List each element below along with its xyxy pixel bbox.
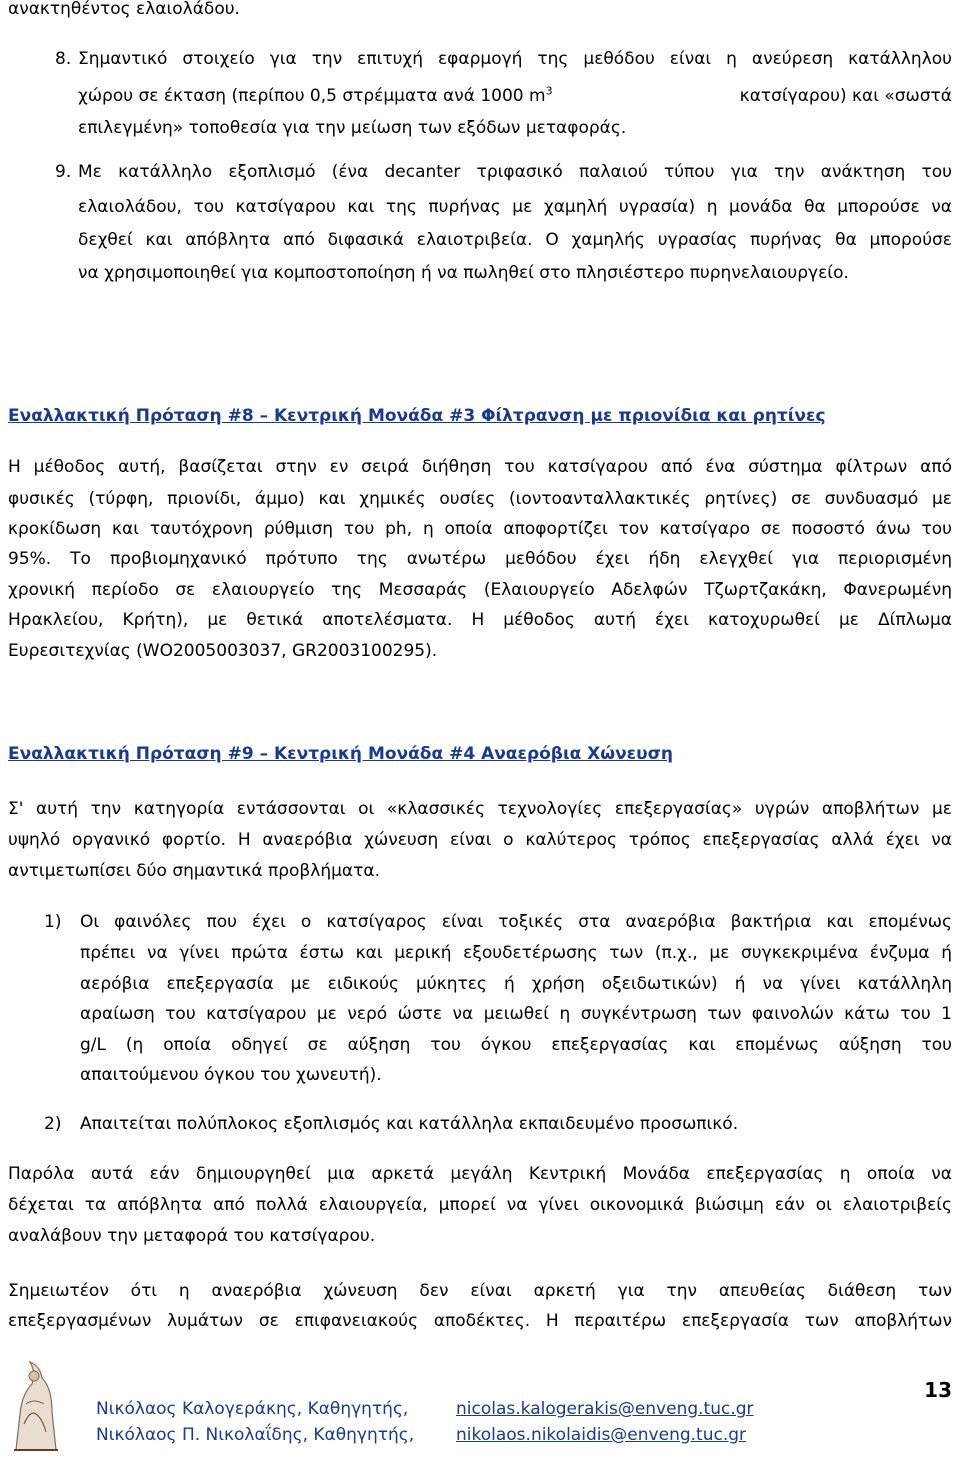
body-line: Σ' αυτή την κατηγορία εντάσσονται οι «κλασσικές τεχνολογίες επεξεργασίας» υγρών αποβλήτων με — [8, 799, 952, 819]
line-part: κατσίγαρου) και «σωστά — [739, 86, 952, 106]
list-number: 2) — [44, 1114, 62, 1134]
body-line: Απαιτείται πολύπλοκος εξοπλισμός και κατάλληλα εκπαιδευμένο προσωπικό. — [80, 1114, 739, 1134]
line-text: χώρου σε έκταση (περίπου 0,5 στρέμματα ανά 1000 m — [78, 86, 546, 106]
body-line: απαιτούμενου όγκου του χωνευτή). — [80, 1065, 382, 1085]
list-number: 8. — [55, 49, 72, 69]
body-line: αραίωση του κατσίγαρου με νερό ώστε να μειωθεί η συγκέντρωση των φαινολών κάτω του 1 — [80, 1004, 952, 1024]
body-line: υψηλό οργανικό φορτίο. Η αναερόβια χώνευση είναι ο καλύτερος τρόπος επεξεργασίας αλλά έχει να — [8, 830, 952, 850]
body-line: φυσικές (τύρφη, πριονίδι, άμμο) και χημικές ουσίες (ιοντοανταλλακτικές ρητίνες) σε συνδυασμό με — [8, 489, 952, 509]
body-line: κροκίδωση και ταυτόχρονη ρύθμιση του ph, η οποία αποφορτίζει τον κατσίγαρο σε ποσοστό άνω του — [8, 519, 952, 539]
body-line: επιλεγμένη» τοποθεσία για την μείωση των εξόδων μεταφοράς. — [78, 118, 627, 138]
list-number: 9. — [55, 162, 72, 182]
body-line: πρέπει να γίνει πρώτα έστω και μερική εξουδετέρωσης των (π.χ., με συγκεκριμένα ένζυμα ή — [80, 943, 952, 963]
body-line: αναλάβουν την μεταφορά του κατσίγαρου. — [8, 1226, 376, 1246]
footer-author: Νικόλαος Π. Νικολαΐδης, Καθηγητής, — [96, 1425, 415, 1445]
body-line: Σημειωτέον ότι η αναερόβια χώνευση δεν είναι αρκετή για την απευθείας διάθεση των — [8, 1281, 952, 1301]
body-line: Οι φαινόλες που έχει ο κατσίγαρος είναι τοξικές στα αναερόβια βακτήρια και επομένως — [80, 912, 952, 932]
page-number: 13 — [924, 1378, 952, 1402]
superscript: 3 — [545, 84, 553, 98]
body-line: Η μέθοδος αυτή, βασίζεται στην εν σειρά διήθηση του κατσίγαρου από ένα σύστημα φίλτρων από — [8, 457, 952, 477]
body-line: αερόβια επεξεργασία με ειδικούς μύκητες ή χρήση οξειδωτικών) ή να γίνει κατάλληλη — [80, 974, 952, 994]
body-line: χρονική περίοδο σε ελαιουργείο της Μεσσαράς (Ελαιουργείο Αδελφών Τζωρτζακάκη, Φανερωμένη — [8, 580, 952, 600]
body-line-with-superscript — [78, 85, 952, 107]
university-emblem-icon — [6, 1354, 64, 1454]
body-line: αντιμετωπίσει δύο σημαντικά προβλήματα. — [8, 861, 380, 881]
body-line: Παρόλα αυτά εάν δημιουργηθεί μια αρκετά μεγάλη Κεντρική Μονάδα επεξεργασίας η οποία να — [8, 1164, 952, 1184]
body-line: ελαιολάδου, του κατσίγαρου και της πυρήνας με χαμηλή υγρασία) η μονάδα θα μπορούσε να — [78, 197, 952, 217]
list-number: 1) — [44, 912, 62, 932]
section-heading: Εναλλακτική Πρόταση #9 – Κεντρική Μονάδα #4 Αναερόβια Χώνευση — [8, 744, 673, 764]
footer-email-link[interactable]: nikolaos.nikolaidis@enveng.tuc.gr — [456, 1425, 747, 1445]
body-line: ανακτηθέντος ελαιολάδου. — [8, 0, 240, 19]
body-line: επεξεργασμένων λυμάτων σε επιφανειακούς αποδέκτες. Η περαιτέρω επεξεργασία των αποβλήτων — [8, 1311, 952, 1331]
body-line: g/L (η οποία οδηγεί σε αύξηση του όγκου επεξεργασίας και επομένως αύξηση του — [80, 1035, 952, 1055]
line-part — [78, 85, 553, 107]
body-line: 95%. Το προβιομηχανικό πρότυπο της ανωτέρω μεθόδου έχει ήδη ελεγχθεί για περιορισμένη — [8, 549, 952, 569]
section-heading: Εναλλακτική Πρόταση #8 – Κεντρική Μονάδα #3 Φίλτρανση με πριονίδια και ρητίνες — [8, 406, 826, 426]
footer-author: Νικόλαος Καλογεράκης, Καθηγητής, — [96, 1399, 409, 1419]
body-line: Σημαντικό στοιχείο για την επιτυχή εφαρμογή της μεθόδου είναι η ανεύρεση κατάλληλου — [78, 49, 952, 69]
body-line: να χρησιμοποιηθεί για κομποστοποίηση ή να πωληθεί στο πλησιέστερο πυρηνελαιουργείο. — [78, 263, 849, 283]
body-line: δέχεται τα απόβλητα από πολλά ελαιουργεία, μπορεί να γίνει οικονομικά βιώσιμη εάν οι ελαιοτριβείς — [8, 1195, 952, 1215]
body-line: Με κατάλληλο εξοπλισμό (ένα decanter τριφασικό παλαιού τύπου για την ανάκτηση του — [78, 162, 952, 182]
footer-email-link[interactable]: nicolas.kalogerakis@enveng.tuc.gr — [456, 1399, 754, 1419]
body-line: Ευρεσιτεχνίας (WO2005003037, GR2003100295). — [8, 641, 438, 661]
body-line: Ηρακλείου, Κρήτη), με θετικά αποτελέσματα. Η μέθοδος αυτή έχει κατοχυρωθεί με Δίπλωμα — [8, 610, 952, 630]
body-line: δεχθεί και απόβλητα από διφασικά ελαιοτριβεία. Ο χαμηλής υγρασίας πυρήνας θα μπορούσε — [78, 230, 952, 250]
